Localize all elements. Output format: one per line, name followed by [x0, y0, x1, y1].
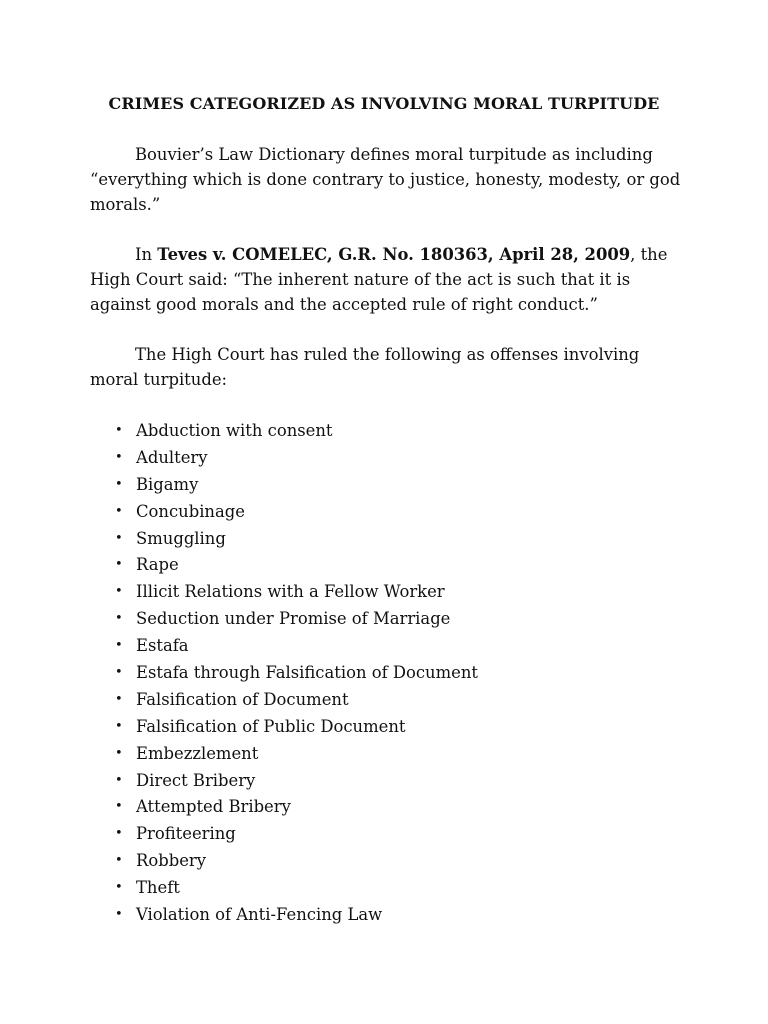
list-item-text: Smuggling — [136, 528, 226, 548]
list-item-text: Seduction under Promise of Marriage — [136, 609, 451, 629]
bullet-icon: • — [115, 584, 123, 600]
bullet-icon: • — [115, 503, 123, 519]
list-item-text: Bigamy — [136, 474, 199, 494]
list-item — [0, 821, 478, 848]
list-item-text: Abduction with consent — [136, 421, 333, 440]
bullet-icon: • — [115, 907, 123, 923]
list-item-text: Attempted Bribery — [136, 797, 291, 817]
paragraph-list-intro — [90, 342, 690, 392]
list-item — [0, 902, 478, 929]
bullet-icon: • — [115, 449, 123, 465]
bullet-icon: • — [115, 799, 123, 815]
bullet-icon: • — [115, 853, 123, 869]
list-item — [0, 660, 478, 687]
list-item-text: Violation of Anti-Fencing Law — [136, 905, 383, 925]
bullet-icon: • — [115, 880, 123, 896]
list-item-text: Estafa — [136, 636, 189, 656]
bullet-icon: • — [115, 557, 123, 573]
list-item — [0, 579, 478, 606]
list-item-text: Estafa through Falsification of Document — [136, 663, 478, 683]
list-item-text: Rape — [136, 555, 179, 575]
paragraph-definition — [90, 142, 690, 217]
list-item — [0, 687, 478, 714]
paragraph-case-prefix: In — [135, 245, 158, 264]
bullet-icon: • — [115, 772, 123, 788]
list-item — [0, 499, 478, 526]
bullet-icon: • — [115, 745, 123, 761]
list-item-text: Theft — [136, 878, 180, 898]
bullet-icon: • — [115, 476, 123, 492]
list-item — [0, 848, 478, 875]
list-item-text: Illicit Relations with a Fellow Worker — [136, 582, 445, 602]
list-item — [0, 445, 478, 472]
list-item — [0, 741, 478, 768]
list-item-text: Embezzlement — [136, 743, 259, 763]
bullet-icon: • — [115, 423, 123, 438]
list-item-text: Robbery — [136, 851, 206, 871]
list-item — [0, 714, 478, 741]
list-item — [0, 633, 478, 660]
list-item — [0, 472, 478, 499]
paragraph-case-suffix: , the High Court said: “The inherent nature of the act is such that it is against good morals and the accepted rule of right conduct.” — [90, 245, 668, 314]
bullet-icon: • — [115, 718, 123, 734]
list-item-text: Adultery — [136, 447, 208, 467]
bullet-icon: • — [115, 611, 123, 627]
list-item — [0, 526, 478, 553]
list-item — [0, 794, 478, 821]
bullet-icon: • — [115, 638, 123, 654]
crime-list — [0, 418, 478, 929]
list-item-text: Direct Bribery — [136, 770, 256, 790]
case-name: Teves v. COMELEC, G.R. No. 180363, April 28, 2009 — [157, 245, 631, 264]
bullet-icon: • — [115, 530, 123, 546]
list-item — [0, 552, 478, 579]
list-item — [0, 606, 478, 633]
document-title: CRIMES CATEGORIZED AS INVOLVING MORAL TURPITUDE — [108, 94, 660, 113]
paragraph-list-intro-text: The High Court has ruled the following as offenses involving moral turpitude: — [90, 345, 640, 389]
paragraph-case-citation — [90, 242, 690, 317]
list-item — [0, 768, 478, 795]
paragraph-definition-text: Bouvier’s Law Dictionary defines moral turpitude as including “everything which is done contrary to justice, honesty, modesty, or god morals.” — [90, 145, 681, 214]
bullet-icon: • — [115, 826, 123, 842]
list-item — [0, 418, 478, 445]
list-item-text: Profiteering — [136, 824, 236, 844]
list-item-text: Falsification of Public Document — [136, 716, 406, 736]
list-item-text: Falsification of Document — [136, 689, 349, 709]
list-item — [0, 875, 478, 902]
list-item-text: Concubinage — [136, 501, 245, 521]
bullet-icon: • — [115, 665, 123, 681]
bullet-icon: • — [115, 691, 123, 707]
